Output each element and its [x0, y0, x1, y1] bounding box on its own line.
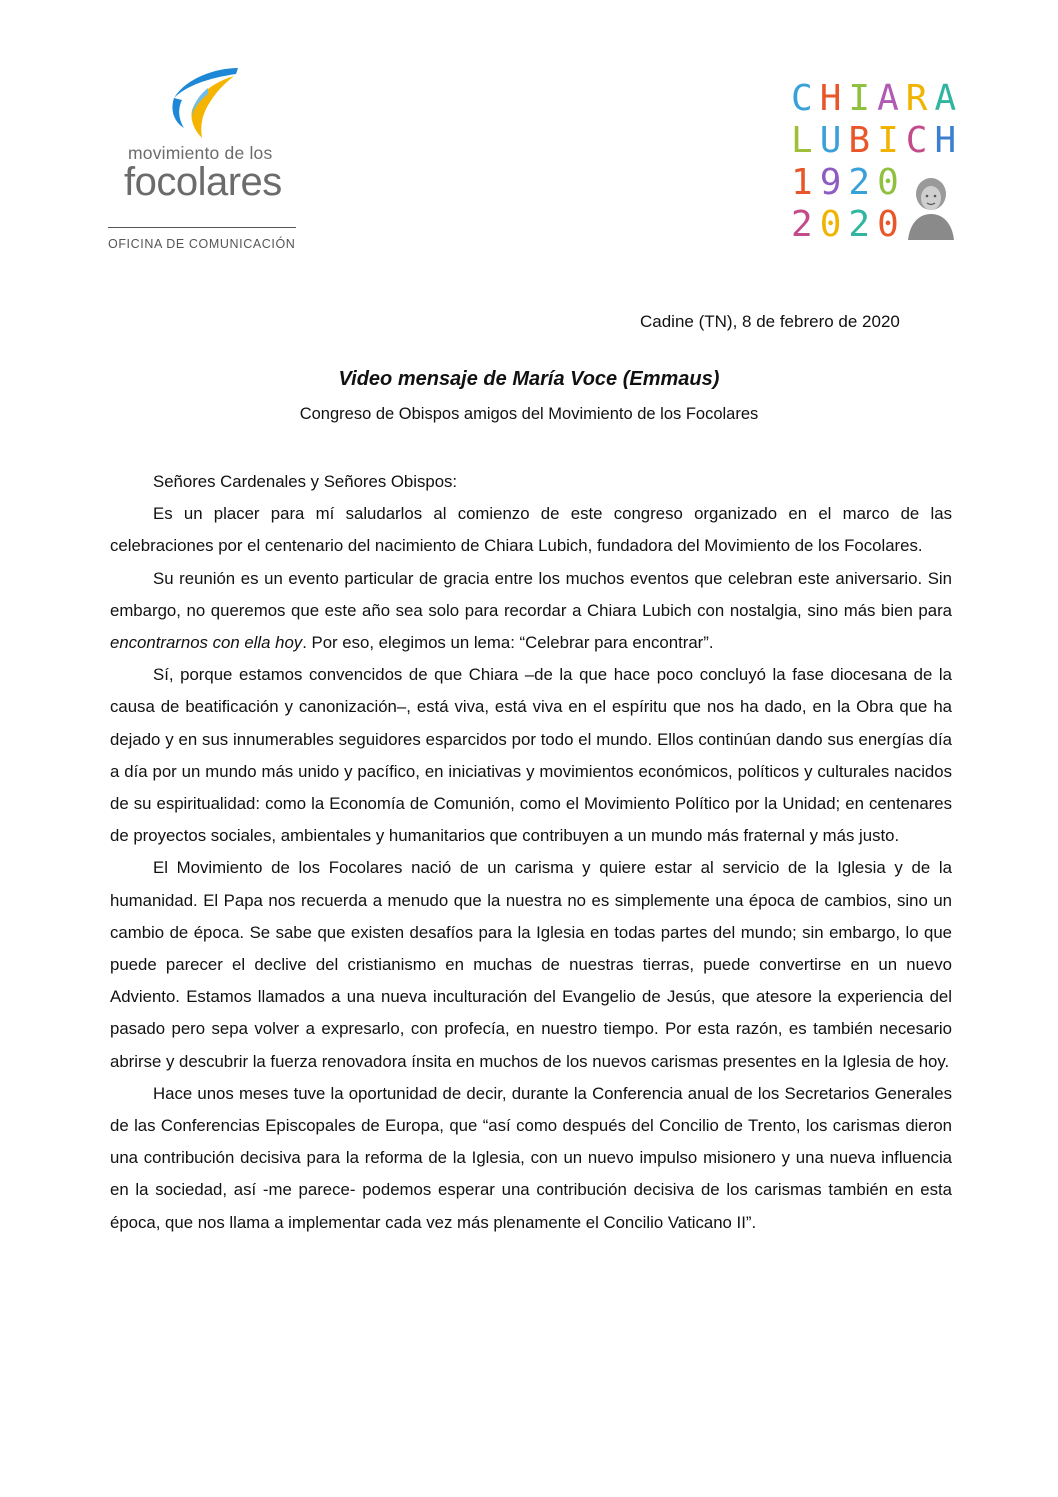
- document-date: Cadine (TN), 8 de febrero de 2020: [640, 312, 900, 331]
- paragraph-2-emphasis: encontrarnos con ella hoy: [110, 633, 303, 653]
- paragraph-2-text-a: Su reunión es un evento particular de gracia entre los muchos eventos que celebran este aniversario. Sin embargo, no queremos que este año sea solo para recordar a Chiara Lubich con nostalgia, sino más bien para: [110, 568, 952, 620]
- centenary-line-1: CHIARA: [791, 78, 964, 119]
- centenary-line-4: 2020: [791, 204, 906, 245]
- focolares-flame-logo-icon: [168, 64, 248, 144]
- centenary-line-3: 1920: [791, 162, 906, 203]
- paragraph-3: Sí, porque estamos convencidos de que Chiara –de la que hace poco concluyó la fase diocesana de la causa de beatificación y canonización–, está viva, está viva en el espíritu que nos ha dado, en la Obra que ha dejado y en sus innumerables seguidores esparcidos por todo el mundo. Ellos continúan dando sus energías día a día por un mundo más unido y pacífico, en iniciativas y movimientos económicos, políticos y culturales nacidos de su espiritualidad: como la Economía de Comunión, como el Movimiento Político por la Unidad; en centenares de proyectos sociales, ambientales y humanitarios que contribuyen a un mundo más fraternal y más justo.: [110, 665, 952, 846]
- paragraph-1: Es un placer para mí saludarlos al comienzo de este congreso organizado en el marco de las celebraciones por el centenario del nacimiento de Chiara Lubich, fundadora del Movimiento de los Focolares.: [110, 504, 952, 556]
- document-body: [110, 466, 952, 1239]
- paragraph-2: [110, 563, 952, 660]
- centenary-line-2: LUBICH: [791, 120, 964, 161]
- paragraph-5: Hace unos meses tuve la oportunidad de decir, durante la Conferencia anual de los Secretarios Generales de las Conferencias Episcopales de Europa, que “así como después del Concilio de Trento, los carismas dieron una contribución decisiva para la reforma de la Iglesia, con un nuevo impulso misionero y una nueva influencia en la sociedad, así -me parece- podemos esperar una contribución decisiva de los carismas también en esta época, que nos llama a implementar cada vez más plenamente el Concilio Vaticano II”.: [110, 1083, 952, 1232]
- chiara-lubich-portrait-icon: [904, 172, 956, 240]
- document-subtitle: Congreso de Obispos amigos del Movimiento de los Focolares: [299, 405, 759, 423]
- paragraph-2-text-b: . Por eso, elegimos un lema: “Celebrar para encontrar”.: [302, 633, 714, 653]
- document-title: Video mensaje de María Voce (Emmaus): [338, 368, 720, 390]
- centenary-logo: [786, 78, 964, 250]
- salutation: Señores Cardenales y Señores Obispos:: [153, 472, 458, 491]
- org-name-small: movimiento de los: [128, 143, 273, 163]
- org-name-big: focolares: [124, 160, 282, 204]
- office-label: OFICINA DE COMUNICACIÓN: [108, 237, 296, 251]
- paragraph-4: El Movimiento de los Focolares nació de un carisma y quiere estar al servicio de la Iglesia y de la humanidad. El Papa nos recuerda a menudo que la nuestra no es simplemente una época de cambios, sino un cambio de época. Se sabe que existen desafíos para la Iglesia en todas partes del mundo; sin embargo, lo que puede parecer el declive del cristianismo en muchas de nuestras tierras, puede convertirse en un nuevo Adviento. Estamos llamados a una nueva inculturación del Evangelio de Jesús, que atesore la experiencia del pasado pero sepa volver a expresarlo, con profecía, en nuestro tiempo. Por esta razón, es también necesario abrirse y descubrir la fuerza renovadora ínsita en muchos de los nuevos carismas presentes en la Iglesia de hoy.: [110, 858, 952, 1071]
- divider: [108, 227, 296, 228]
